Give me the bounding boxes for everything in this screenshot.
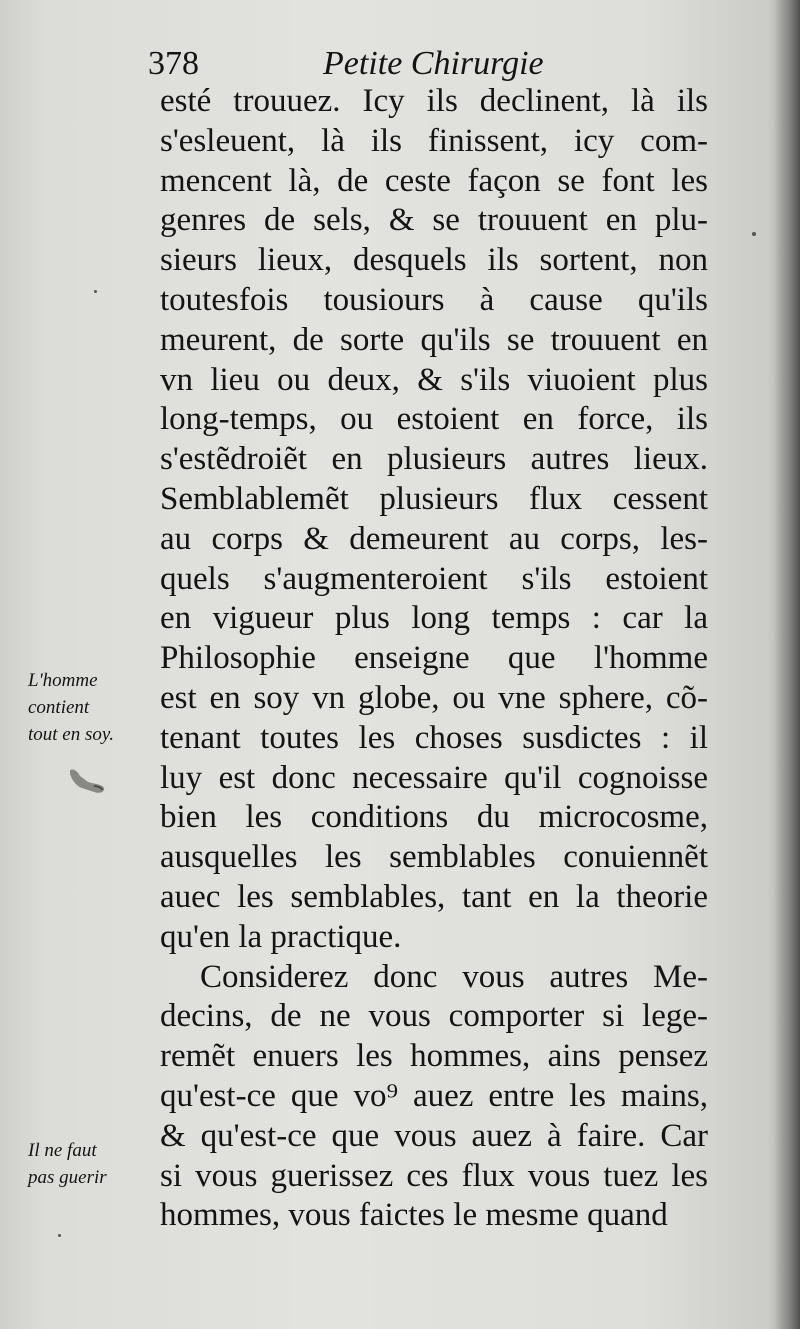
text-line: remẽt enuers les hommes, ains pensez [160, 1038, 708, 1075]
text-line: qu'est-ce que vo⁹ auez entre les mains, [160, 1077, 708, 1114]
marginal-note-line: contient [28, 697, 90, 718]
marginal-note-line: tout en soy. [28, 724, 115, 745]
marginal-note-line: pas guerir [28, 1167, 107, 1188]
text-line: au corps & demeurent au corps, les- [160, 520, 708, 557]
text-line: auec les semblables, tant en la theorie [160, 878, 708, 915]
body-text [160, 82, 708, 1236]
text-line: qu'en la practique. [160, 918, 402, 955]
text-line: Semblablemẽt plusieurs flux cessent [160, 480, 708, 517]
text-line: s'esleuent, là ils finissent, icy com- [160, 122, 708, 159]
page-header [148, 42, 708, 86]
text-line: hommes, vous faictes le mesme quand [160, 1197, 668, 1234]
page-edge-shadow [774, 0, 800, 1329]
text-line: & qu'est-ce que vous auez à faire. Car [160, 1117, 708, 1154]
running-title: Petite Chirurgie [323, 45, 544, 82]
text-line: toutesfois tousiours à cause qu'ils [160, 281, 708, 318]
text-line: genres de sels, & se trouuent en plu- [160, 202, 708, 239]
text-line: luy est donc necessaire qu'il cognoisse [160, 759, 708, 796]
text-line: en vigueur plus long temps : car la [160, 600, 708, 637]
marginal-note-man-contains-all [28, 667, 158, 748]
marginal-note-line: Il ne faut [28, 1140, 97, 1161]
text-line: Considerez donc vous autres Me- [200, 958, 708, 995]
text-line: si vous guerissez ces flux vous tuez les [160, 1157, 708, 1194]
text-line: s'estẽdroiẽt en plusieurs autres lieux. [160, 441, 708, 478]
pointing-hand-icon [66, 766, 108, 796]
text-line: long-temps, ou estoient en force, ils [160, 401, 708, 438]
text-line: meurent, de sorte qu'ils se trouuent en [160, 321, 708, 358]
text-line: tenant toutes les choses susdictes : il [160, 719, 708, 756]
text-line: esté trouuez. Icy ils declinent, là ils [160, 83, 708, 119]
text-line: mencent là, de ceste façon se font les [160, 162, 708, 199]
text-line: sieurs lieux, desquels ils sortent, non [160, 242, 708, 279]
text-line: bien les conditions du microcosme, [160, 799, 708, 836]
text-line: vn lieu ou deux, & s'ils viuoient plus [160, 361, 708, 398]
text-line: Philosophie enseigne que l'homme [160, 640, 708, 677]
text-line: est en soy vn globe, ou vne sphere, cõ- [160, 679, 708, 716]
marginal-note-must-not-cure [28, 1137, 158, 1191]
page-number: 378 [148, 45, 199, 82]
paper-speck [58, 1234, 61, 1237]
paper-speck [752, 232, 756, 236]
text-line: decins, de ne vous comporter si lege- [160, 998, 708, 1035]
text-line: quels s'augmenteroient s'ils estoient [160, 560, 708, 597]
text-line: ausquelles les semblables conuiennẽt [160, 839, 708, 876]
marginal-note-line: L'homme [28, 670, 98, 691]
paper-speck [94, 290, 97, 293]
